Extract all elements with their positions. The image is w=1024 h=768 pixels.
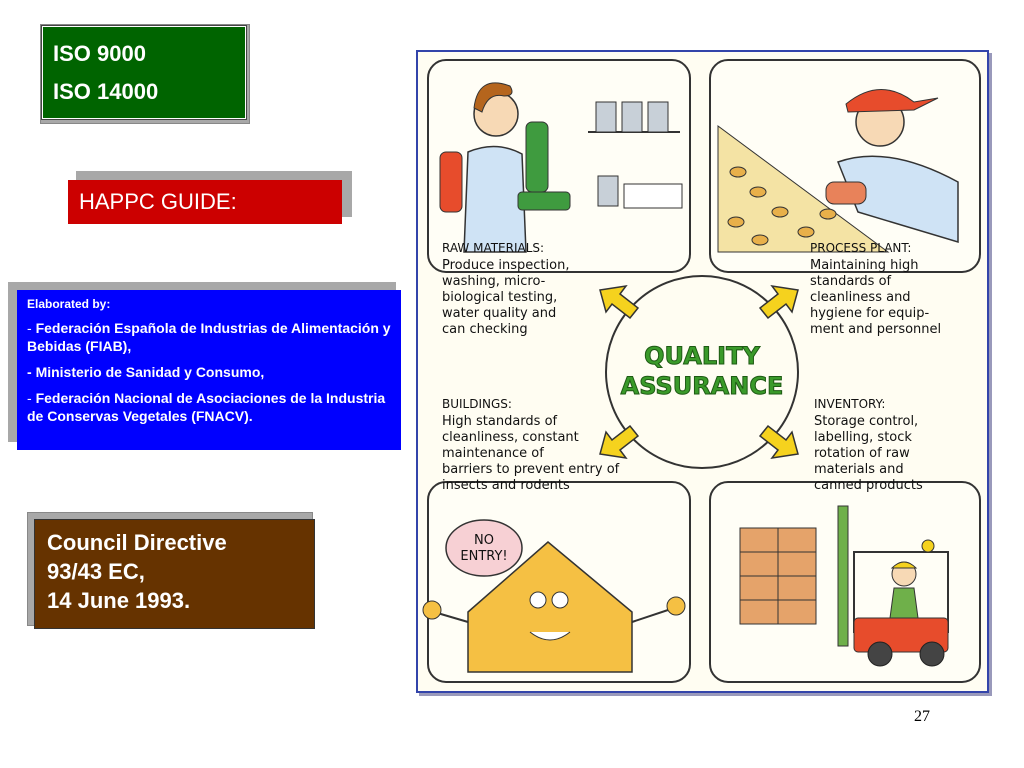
page-number: 27 <box>914 708 930 725</box>
svg-text:maintenance of: maintenance of <box>442 446 544 461</box>
process-plant-title: PROCESS PLANT: <box>810 241 912 255</box>
iso-14000-label: ISO 14000 <box>53 79 159 104</box>
svg-text:cleanliness and: cleanliness and <box>810 290 911 305</box>
inventory-caption <box>814 397 923 493</box>
svg-text:Storage control,: Storage control, <box>814 414 919 429</box>
svg-text:hygiene for equip-: hygiene for equip- <box>810 306 930 321</box>
svg-text:biological testing,: biological testing, <box>442 290 558 305</box>
crates-stack <box>740 528 816 624</box>
raw-materials-title: RAW MATERIALS: <box>442 241 545 255</box>
arrow-icon <box>600 426 638 458</box>
svg-text:cleanliness, constant: cleanliness, constant <box>442 430 579 445</box>
svg-text:NO: NO <box>474 533 494 548</box>
svg-text:Produce inspection,: Produce inspection, <box>442 258 570 273</box>
happc-guide-label: HAPPC GUIDE: <box>79 189 237 214</box>
council-directive-number: 93/43 EC, <box>47 559 145 584</box>
elaborated-item: - Ministerio de Sanidad y Consumo, <box>27 364 265 380</box>
iso-standards-box <box>42 26 246 119</box>
svg-text:Maintaining high: Maintaining high <box>810 258 919 273</box>
svg-text:ENTRY!: ENTRY! <box>460 549 508 564</box>
svg-text:materials and: materials and <box>814 462 904 477</box>
svg-text:washing, micro-: washing, micro- <box>442 274 546 289</box>
svg-text:ment and personnel: ment and personnel <box>810 322 942 337</box>
happc-guide-box <box>68 180 342 224</box>
elaborated-by-heading: Elaborated by: <box>27 297 111 311</box>
svg-text:barriers to prevent entry of: barriers to prevent entry of <box>442 462 620 477</box>
svg-text:can checking: can checking <box>442 322 528 337</box>
elaborated-item: - Federación Española de Industrias de Alimentación y Bebidas (FIAB), <box>27 320 391 354</box>
svg-text:ASSURANCE: ASSURANCE <box>620 372 784 400</box>
svg-text:High standards of: High standards of <box>442 414 558 429</box>
council-directive-line: Council Directive <box>47 530 227 555</box>
svg-text:water quality and: water quality and <box>442 306 557 321</box>
buildings-caption <box>442 397 620 493</box>
svg-text:labelling, stock: labelling, stock <box>814 430 912 445</box>
arrow-icon <box>600 286 638 318</box>
svg-text:canned products: canned products <box>814 478 923 493</box>
svg-text:rotation of raw: rotation of raw <box>814 446 910 461</box>
svg-text:insects and rodents: insects and rodents <box>442 478 570 493</box>
buildings-title: BUILDINGS: <box>442 397 512 411</box>
iso-9000-label: ISO 9000 <box>53 41 146 66</box>
elaborated-item: - Federación Nacional de Asociaciones de la Industria de Conservas Vegetales (FNACV). <box>27 390 386 424</box>
council-directive-box <box>34 519 315 629</box>
inventory-title: INVENTORY: <box>814 397 886 411</box>
illustration-drawing <box>418 52 987 691</box>
council-directive-date: 14 June 1993. <box>47 588 191 613</box>
svg-text:standards of: standards of <box>810 274 892 289</box>
quality-assurance-illustration <box>416 50 989 693</box>
no-entry-sign <box>446 520 522 576</box>
quality-assurance-title <box>621 342 784 400</box>
elaborated-by-box <box>17 290 401 450</box>
svg-text:QUALITY: QUALITY <box>644 342 760 370</box>
